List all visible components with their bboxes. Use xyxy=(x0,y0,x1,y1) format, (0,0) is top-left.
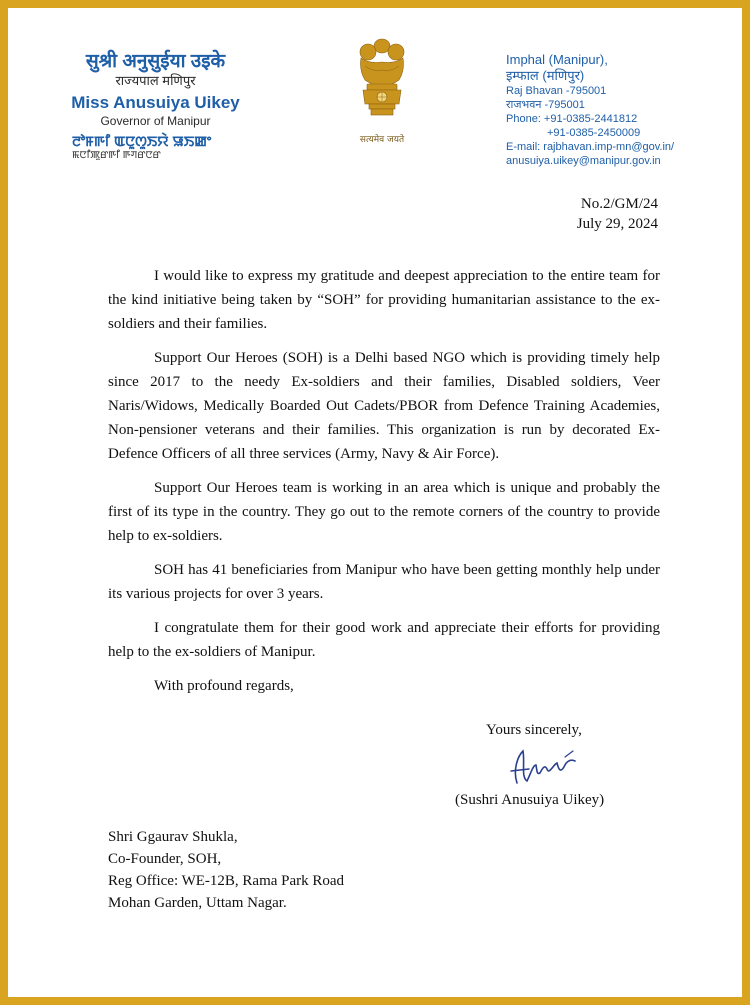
sender-name-meitei: ꯂꯣꯝꯒꯤ ꯑꯅꯨꯁꯨꯏꯌꯥ ꯎꯏꯀꯦ xyxy=(72,133,212,149)
recipient-line-3: Reg Office: WE-12B, Rama Park Road xyxy=(108,873,345,889)
letter-date: July 29, 2024 xyxy=(576,216,658,232)
letter-body xyxy=(108,264,660,708)
address-office-hindi: राजभवन -795001 xyxy=(506,99,585,111)
sender-title: Governor of Manipur xyxy=(100,114,211,128)
paragraph-3: Support Our Heroes team is working in an area which is unique and probably the first of its type in the country. They go out to the remote corners of the country to provide help to ex-soldiers. xyxy=(108,480,660,544)
address-city: Imphal (Manipur), xyxy=(506,52,608,67)
sender-title-hindi: राज्यपाल मणिपुर xyxy=(115,73,196,88)
closing-line: Yours sincerely, xyxy=(486,722,582,738)
state-emblem xyxy=(342,36,422,146)
sender-block xyxy=(68,51,243,162)
reference-number: No.2/GM/24 xyxy=(580,196,658,212)
address-office: Raj Bhavan -795001 xyxy=(506,85,607,97)
letter-page xyxy=(8,8,742,997)
recipient-line-4: Mohan Garden, Uttam Nagar. xyxy=(108,895,287,911)
sender-title-meitei: ꯃꯅꯤꯄꯨꯔꯒꯤ ꯒꯚꯔꯅꯔ xyxy=(72,150,161,161)
recipient-line-2: Co-Founder, SOH, xyxy=(108,851,222,867)
paragraph-5: I congratulate them for their good work and appreciate their efforts for providing help to the ex-soldiers of Manipur. xyxy=(108,620,660,660)
regards-line: With profound regards, xyxy=(154,678,294,694)
signature xyxy=(503,743,593,796)
paragraph-1: I would like to express my gratitude and deepest appreciation to the entire team for the kind initiative being taken by “SOH” for providing humanitarian assistance to the ex-soldiers and their families. xyxy=(108,268,660,332)
paragraph-2: Support Our Heroes (SOH) is a Delhi based NGO which is providing timely help since 2017 to the needy Ex-soldiers and their families, Disabled soldiers, Veer Naris/Widows, Medically Boarded Out Cadets/PBOR from Defence Training Academies, Non-pensioner veterans and their families. This organization is run by decorated Ex-Defence Officers of all three services (Army, Navy & Air Force). xyxy=(108,350,660,462)
address-email-2[interactable]: anusuiya.uikey@manipur.gov.in xyxy=(506,155,661,167)
address-city-hindi: इम्फाल (मणिपुर) xyxy=(506,68,585,83)
signer-name: (Sushri Anusuiya Uikey) xyxy=(455,792,605,808)
signature-icon xyxy=(503,743,593,791)
reference-block xyxy=(577,194,658,234)
sender-name-hindi: सुश्री अनुसुईया उइके xyxy=(85,51,226,72)
paragraph-4: SOH has 41 beneficiaries from Manipur who have been getting monthly help under its various projects for over 3 years. xyxy=(108,562,660,602)
address-block xyxy=(506,52,738,168)
recipient-line-1: Shri Ggaurav Shukla, xyxy=(108,829,238,845)
lion-capital-icon xyxy=(349,36,415,131)
address-phone-1: Phone: +91-0385-2441812 xyxy=(506,113,638,125)
emblem-motto: सत्यमेव जयते xyxy=(359,135,405,145)
sender-name: Miss Anusuiya Uikey xyxy=(71,93,240,112)
address-email-1[interactable]: E-mail: rajbhavan.imp-mn@gov.in/ xyxy=(506,141,675,153)
address-phone-2: +91-0385-2450009 xyxy=(547,127,641,139)
recipient-block xyxy=(108,826,344,914)
